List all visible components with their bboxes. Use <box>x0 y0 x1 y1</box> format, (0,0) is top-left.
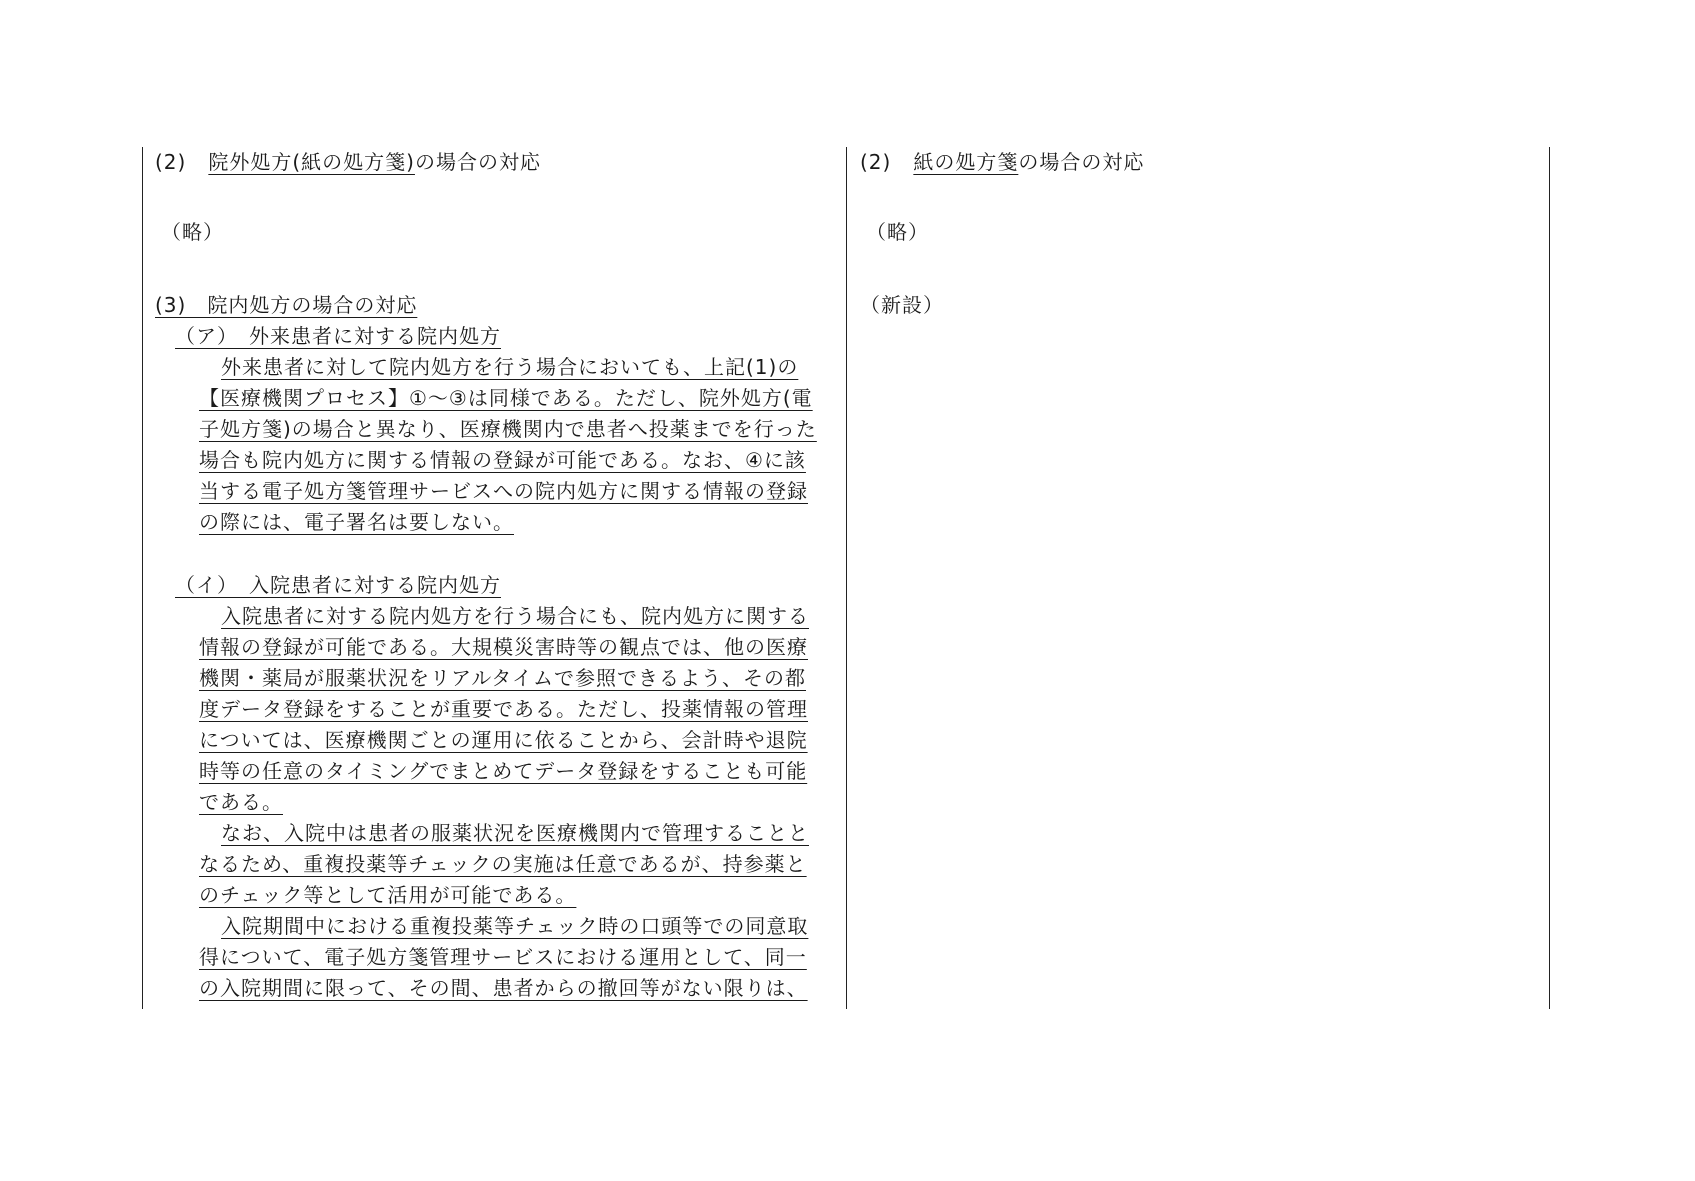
subsection-b-line: については、医療機関ごとの運用に依ることから、会計時や退院 <box>199 728 808 752</box>
left-section-2-title-rest: の場合の対応 <box>414 150 541 174</box>
subsection-b-line: なお、入院中は患者の服薬状況を医療機関内で管理することと <box>221 821 809 845</box>
right-section-2-title-rest: の場合の対応 <box>1018 150 1145 174</box>
right-new-section-label: （新設） <box>860 293 944 317</box>
subsection-b-line: 入院患者に対する院内処方を行う場合にも、院内処方に関する <box>221 604 809 628</box>
subsection-b-line: なるため、重複投薬等チェックの実施は任意であるが、持参薬と <box>199 852 807 876</box>
subsection-b-heading: （イ） 入院患者に対する院内処方 <box>175 573 501 597</box>
subsection-a-line: 子処方箋)の場合と異なり、医療機関内で患者へ投薬までを行った <box>199 417 817 441</box>
left-section-3-heading: (3) 院内処方の場合の対応 <box>155 293 418 317</box>
subsection-b-line: である。 <box>199 790 283 814</box>
subsection-b-line: 情報の登録が可能である。大規模災害時等の観点では、他の医療 <box>199 635 808 659</box>
subsection-a-line: 場合も院内処方に関する情報の登録が可能である。なお、④に該 <box>199 448 806 472</box>
subsection-b-line: 入院期間中における重複投薬等チェック時の口頭等での同意取 <box>221 914 809 938</box>
right-section-2-omitted: （略） <box>866 220 929 244</box>
subsection-a-line: 当する電子処方箋管理サービスへの院内処方に関する情報の登録 <box>199 479 808 503</box>
subsection-a-line: 【医療機関プロセス】①～③は同様である。ただし、院外処方(電 <box>199 386 813 410</box>
table-border-middle <box>846 147 847 1009</box>
left-section-2-heading: (2) 院外処方(紙の処方箋)の場合の対応 <box>155 150 541 174</box>
subsection-b-line: 時等の任意のタイミングでまとめてデータ登録をすることも可能 <box>199 759 808 783</box>
subsection-a-line: の際には、電子署名は要しない。 <box>199 510 514 534</box>
left-section-2-title-underlined: 院外処方(紙の処方箋) <box>208 150 415 174</box>
right-section-2-heading: (2) 紙の処方箋の場合の対応 <box>860 150 1145 174</box>
table-border-right <box>1549 147 1550 1009</box>
subsection-b-line: 得について、電子処方箋管理サービスにおける運用として、同一 <box>199 945 807 969</box>
left-section-2-omitted: （略） <box>161 220 224 244</box>
subsection-b-line: の入院期間に限って、その間、患者からの撤回等がない限りは、 <box>199 976 808 1000</box>
subsection-b-line: 機関・薬局が服薬状況をリアルタイムで参照できるよう、その都 <box>199 666 806 690</box>
subsection-a-line: 外来患者に対して院内処方を行う場合においても、上記(1)の <box>221 355 799 379</box>
subsection-b-line: 度データ登録をすることが重要である。ただし、投薬情報の管理 <box>199 697 808 721</box>
subsection-b-line: のチェック等として活用が可能である。 <box>199 883 577 907</box>
table-border-left <box>142 147 143 1009</box>
right-section-2-title-underlined: 紙の処方箋 <box>913 150 1019 174</box>
subsection-a-heading: （ア） 外来患者に対する院内処方 <box>175 324 501 348</box>
